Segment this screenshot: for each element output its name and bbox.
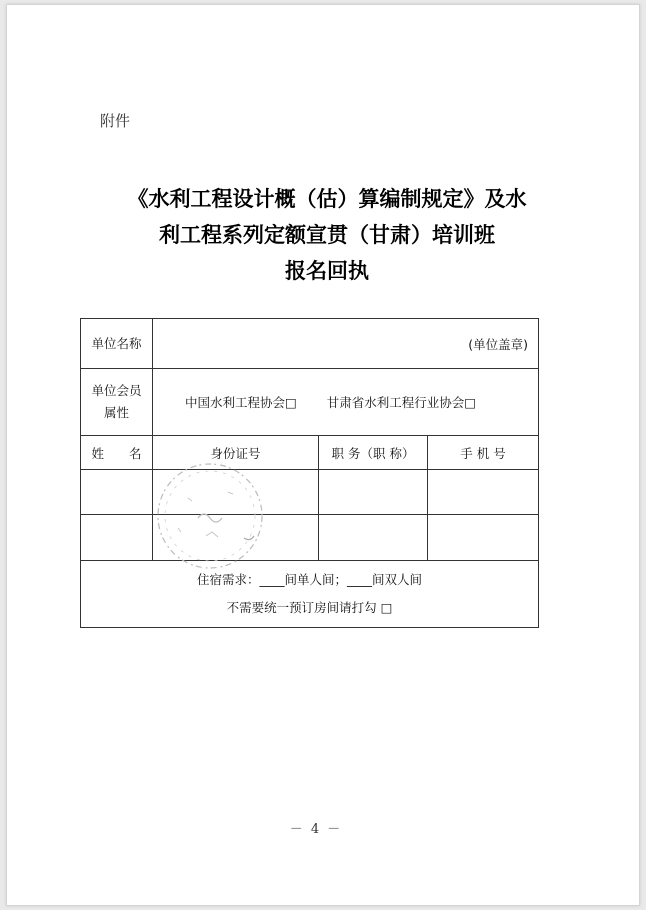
phone-cell[interactable] (428, 515, 539, 561)
title-line-2: 利工程系列定额宣贯（甘肃）培训班 (159, 222, 495, 247)
member-option-gansu[interactable]: 甘肃省水利工程行业协会□ (326, 395, 477, 410)
no-booking-checkbox[interactable]: 不需要统一预订房间请打勾 □ (226, 600, 393, 615)
position-cell[interactable] (319, 470, 428, 515)
accommodation-needs[interactable]: 住宿需求：____间单人间；____间双人间 (197, 572, 423, 587)
attachment-label: 附件 (100, 112, 131, 130)
unit-name-row (81, 319, 539, 369)
member-label-line-1: 单位会员 (91, 383, 142, 398)
name-cell[interactable] (81, 515, 153, 561)
member-attribute-row (81, 369, 539, 436)
column-phone: 手 机 号 (428, 436, 539, 470)
column-name: 姓 名 (81, 436, 153, 470)
column-id-number: 身份证号 (153, 436, 319, 470)
member-attribute-label (81, 369, 153, 436)
column-position: 职 务（职 称） (319, 436, 428, 470)
phone-cell[interactable] (428, 470, 539, 515)
member-option-cwea[interactable]: 中国水利工程协会□ (185, 395, 297, 410)
page-number: － 4 － (289, 822, 343, 837)
name-cell[interactable] (81, 470, 153, 515)
title-line-3: 报名回执 (285, 258, 369, 283)
title-line-1: 《水利工程设计概（估）算编制规定》及水 (127, 186, 527, 211)
member-options-cell (153, 369, 539, 436)
unit-name-field[interactable] (153, 319, 539, 369)
member-label-line-2: 属性 (103, 405, 129, 420)
unit-name-label: 单位名称 (81, 319, 153, 369)
position-cell[interactable] (319, 515, 428, 561)
unit-seal-hint: (单位盖章) (468, 336, 529, 352)
faded-seal-stamp (148, 458, 276, 574)
document-title (67, 181, 587, 289)
